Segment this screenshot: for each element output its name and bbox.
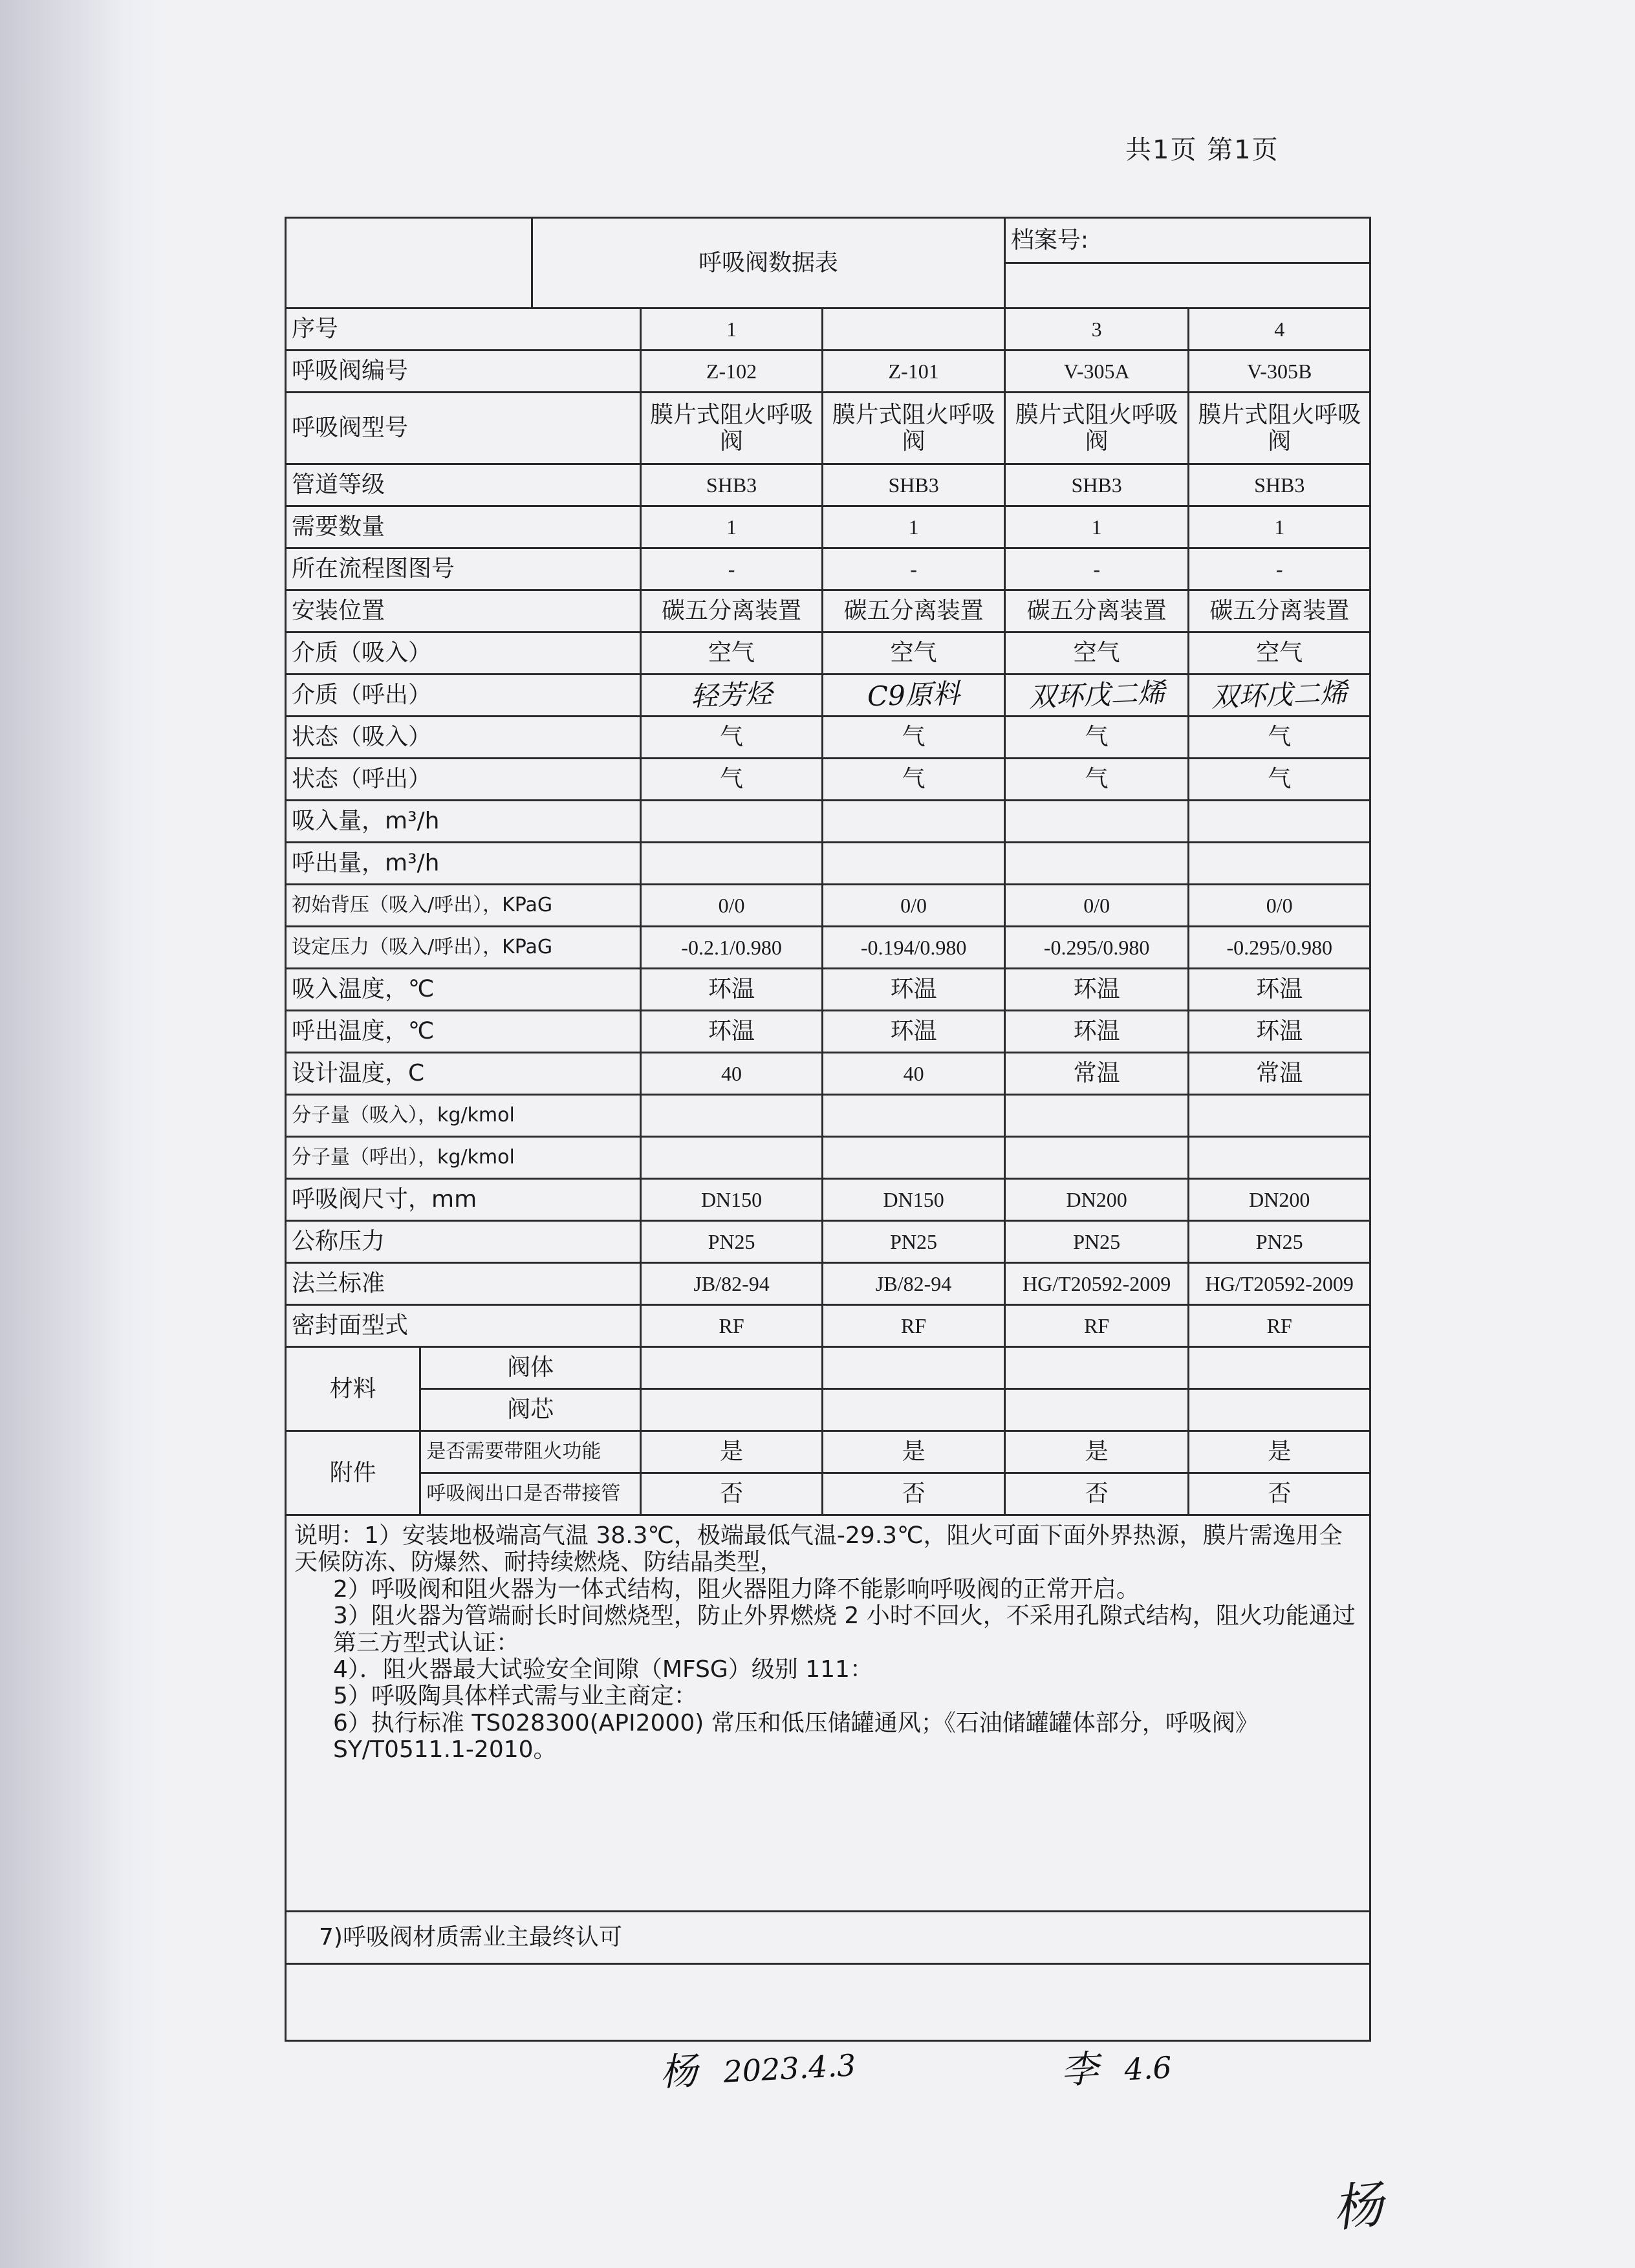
signature-2-date: 4.6 <box>1123 2049 1173 2088</box>
value-cell <box>640 885 823 927</box>
value-cell <box>1189 1053 1370 1095</box>
archive-number-cell <box>1004 263 1370 308</box>
value-cell <box>823 843 1005 885</box>
value-cell <box>1189 1221 1370 1263</box>
initial-mark: 杨 <box>1330 2176 1387 2239</box>
row-label: 管道等级 <box>286 464 641 506</box>
cell-value: - <box>728 557 735 581</box>
cell-value: HG/T20592-2009 <box>1205 1271 1354 1295</box>
note-n5: 5）呼吸陶具体样式需与业主商定： <box>333 1683 697 1710</box>
row-label: 吸入量，m³/h <box>286 801 641 843</box>
value-cell <box>1189 675 1370 717</box>
table-row <box>286 590 1370 632</box>
cell-value: RF <box>901 1313 927 1337</box>
value-cell <box>1004 351 1189 393</box>
cell-value: Z-102 <box>706 359 757 383</box>
cell-value: 环温 <box>1256 1018 1303 1045</box>
value-cell <box>1004 717 1189 759</box>
value-cell <box>640 927 823 969</box>
value-cell: 是 <box>1189 1431 1370 1473</box>
value-cell <box>1004 1221 1189 1263</box>
binding-shadow <box>0 0 168 2268</box>
cell-value: 碳五分离装置 <box>843 598 984 625</box>
table-row <box>286 1347 1370 1389</box>
notes-cell <box>286 1515 1370 1912</box>
value-cell <box>823 506 1005 548</box>
value-cell <box>823 759 1005 801</box>
value-cell <box>1004 308 1189 351</box>
signature-1: 杨 2023.4.3 <box>658 2047 857 2095</box>
table-row <box>286 927 1370 969</box>
cell-value: 40 <box>903 1061 924 1085</box>
value-cell <box>1004 675 1189 717</box>
cell-value: DN150 <box>883 1187 944 1211</box>
value-cell <box>1004 1095 1189 1137</box>
value-cell <box>640 548 823 590</box>
row-label: 需要数量 <box>286 506 641 548</box>
value-cell: 是 <box>1004 1431 1189 1473</box>
cell-value: 1 <box>1091 515 1102 539</box>
notes-row <box>286 1912 1370 1964</box>
value-cell <box>1004 759 1189 801</box>
note-n3: 3）阻火器为管端耐长时间燃烧型，防止外界燃烧 2 小时不回火，不采用孔隙式结构，阻火功能通过第三方型式认证： <box>333 1603 1356 1656</box>
table-row <box>286 1053 1370 1095</box>
value-cell <box>823 885 1005 927</box>
value-cell <box>823 1053 1005 1095</box>
value-cell <box>1189 393 1370 464</box>
table-row <box>286 393 1370 464</box>
cell-value: - <box>1093 557 1100 581</box>
cell-value: C9原料 <box>867 677 960 713</box>
signature-cell <box>286 1964 1370 2041</box>
value-cell <box>823 1095 1005 1137</box>
value-cell <box>640 801 823 843</box>
cell-value: PN25 <box>708 1229 755 1253</box>
breather-valve-datasheet <box>285 217 1371 2042</box>
value-cell <box>640 351 823 393</box>
cell-value: - <box>1275 557 1283 581</box>
row-label: 初始背压（吸入/呼出），KPaG <box>286 885 641 927</box>
value-cell <box>1004 1053 1189 1095</box>
value-cell <box>823 675 1005 717</box>
value-cell <box>640 308 823 351</box>
cell-value: 轻芳烃 <box>690 677 773 713</box>
value-cell <box>823 1179 1005 1221</box>
cell-value: -0.194/0.980 <box>860 935 967 959</box>
cell-value: SHB3 <box>1254 473 1305 497</box>
cell-value: 环温 <box>1073 976 1120 1003</box>
value-cell: 否 <box>640 1473 823 1515</box>
value-cell <box>823 1011 1005 1053</box>
row-label: 公称压力 <box>286 1221 641 1263</box>
note-n2: 2）呼吸阀和阻火器为一体式结构，阻火器阻力降不能影响呼吸阀的正常开启。 <box>333 1575 1140 1603</box>
value-cell <box>1189 506 1370 548</box>
table-row <box>286 1431 1370 1473</box>
table-row <box>286 969 1370 1011</box>
cell-value: Z-101 <box>888 359 939 383</box>
cell-value: JB/82-94 <box>693 1271 770 1295</box>
header-blank-cell <box>286 218 532 308</box>
note-n6: 6）执行标准 TS028300(API2000) 常压和低压储罐通风；《石油储罐罐体部分，呼吸阀》SY/T0511.1-2010。 <box>333 1709 1259 1764</box>
value-cell <box>1189 1095 1370 1137</box>
value-cell <box>1189 590 1370 632</box>
table-row <box>286 632 1370 675</box>
table-row <box>286 1305 1370 1347</box>
value-cell <box>823 351 1005 393</box>
value-cell: 是 <box>823 1431 1005 1473</box>
cell-value: 气 <box>1085 766 1109 793</box>
value-cell <box>640 464 823 506</box>
value-cell <box>823 717 1005 759</box>
valve-core-label: 阀芯 <box>420 1389 640 1431</box>
value-cell <box>640 1305 823 1347</box>
row-label: 介质（呼出） <box>286 675 641 717</box>
table-row <box>286 351 1370 393</box>
cell-value: 气 <box>1268 766 1292 793</box>
value-cell: 是 <box>640 1431 823 1473</box>
cell-value: JB/82-94 <box>875 1271 952 1295</box>
value-cell <box>640 1053 823 1095</box>
value-cell: 否 <box>823 1473 1005 1515</box>
value-cell <box>1189 801 1370 843</box>
cell-value: 1 <box>908 515 919 539</box>
cell-value: V-305A <box>1063 359 1130 383</box>
materials-label: 材料 <box>286 1347 420 1431</box>
value-cell <box>823 393 1005 464</box>
value-cell <box>1004 1263 1189 1305</box>
cell-value: 环温 <box>708 976 755 1003</box>
row-label: 呼吸阀型号 <box>286 393 641 464</box>
value-cell <box>823 464 1005 506</box>
table-row <box>286 801 1370 843</box>
value-cell <box>1004 1179 1189 1221</box>
cell-value: 环温 <box>890 1018 937 1045</box>
value-cell <box>1189 464 1370 506</box>
value-cell <box>823 1263 1005 1305</box>
value-cell <box>640 1389 823 1431</box>
cell-value: 0/0 <box>900 893 927 917</box>
row-label: 设定压力（吸入/呼出），KPaG <box>286 927 641 969</box>
cell-value: 双环戊二烯 <box>1211 676 1348 713</box>
cell-value: 常温 <box>1073 1060 1120 1087</box>
outlet-pipe-label: 呼吸阀出口是否带接管 <box>420 1473 640 1515</box>
document-title: 呼吸阀数据表 <box>532 218 1005 308</box>
value-cell <box>1189 632 1370 675</box>
value-cell <box>823 632 1005 675</box>
value-cell <box>823 308 1005 351</box>
cell-value: 环温 <box>1073 1018 1120 1045</box>
value-cell <box>1189 843 1370 885</box>
row-label: 密封面型式 <box>286 1305 641 1347</box>
value-cell <box>1189 1179 1370 1221</box>
row-label: 分子量（呼出），kg/kmol <box>286 1137 641 1179</box>
cell-value: -0.295/0.980 <box>1043 935 1150 959</box>
cell-value: DN200 <box>1249 1187 1310 1211</box>
row-label: 介质（吸入） <box>286 632 641 675</box>
row-label: 吸入温度，℃ <box>286 969 641 1011</box>
cell-value: 环温 <box>708 1018 755 1045</box>
row-label: 状态（呼出） <box>286 759 641 801</box>
value-cell <box>640 969 823 1011</box>
cell-value: - <box>910 557 917 581</box>
value-cell <box>823 969 1005 1011</box>
value-cell <box>1004 843 1189 885</box>
notes-row <box>286 1515 1370 1912</box>
cell-value: SHB3 <box>888 473 939 497</box>
valve-body-label: 阀体 <box>420 1347 640 1389</box>
value-cell <box>640 717 823 759</box>
value-cell <box>1189 885 1370 927</box>
row-label: 状态（吸入） <box>286 717 641 759</box>
value-cell <box>823 1347 1005 1389</box>
value-cell <box>1004 506 1189 548</box>
cell-value: 碳五分离装置 <box>1209 598 1350 625</box>
value-cell <box>1004 1347 1189 1389</box>
value-cell <box>640 506 823 548</box>
row-label: 呼出量，m³/h <box>286 843 641 885</box>
value-cell <box>1004 885 1189 927</box>
cell-value: HG/T20592-2009 <box>1022 1271 1171 1295</box>
value-cell <box>1189 308 1370 351</box>
value-cell <box>640 1095 823 1137</box>
table-row <box>286 1389 1370 1431</box>
table-row <box>286 675 1370 717</box>
cell-value: 气 <box>720 724 744 751</box>
row-label: 法兰标准 <box>286 1263 641 1305</box>
row-label: 呼吸阀编号 <box>286 351 641 393</box>
cell-value: 40 <box>721 1061 742 1085</box>
cell-value: 空气 <box>890 640 937 667</box>
table-row <box>286 885 1370 927</box>
table-row <box>286 1095 1370 1137</box>
cell-value: 碳五分离装置 <box>1026 598 1167 625</box>
cell-value: RF <box>719 1313 744 1337</box>
value-cell <box>823 1389 1005 1431</box>
cell-value: V-305B <box>1247 359 1312 383</box>
value-cell <box>640 1137 823 1179</box>
value-cell <box>640 1179 823 1221</box>
value-cell <box>1004 1011 1189 1053</box>
cell-value: 3 <box>1091 317 1102 341</box>
value-cell <box>1189 717 1370 759</box>
cell-value: -0.295/0.980 <box>1226 935 1332 959</box>
value-cell <box>1004 969 1189 1011</box>
table-row <box>286 759 1370 801</box>
value-cell <box>1189 548 1370 590</box>
value-cell <box>1189 927 1370 969</box>
cell-value: 空气 <box>708 640 755 667</box>
value-cell <box>1189 1137 1370 1179</box>
value-cell <box>640 632 823 675</box>
row-label: 呼出温度，℃ <box>286 1011 641 1053</box>
value-cell <box>1189 1011 1370 1053</box>
value-cell <box>1189 1389 1370 1431</box>
value-cell <box>640 1347 823 1389</box>
cell-value: 1 <box>726 317 737 341</box>
value-cell <box>1189 1347 1370 1389</box>
cell-value: 0/0 <box>718 893 745 917</box>
value-cell <box>640 1221 823 1263</box>
value-cell <box>1189 759 1370 801</box>
value-cell <box>1004 1137 1189 1179</box>
value-cell <box>823 1221 1005 1263</box>
table-row <box>286 1473 1370 1515</box>
row-label: 安装位置 <box>286 590 641 632</box>
value-cell <box>1004 393 1189 464</box>
cell-value: 气 <box>902 724 926 751</box>
table-row <box>286 548 1370 590</box>
cell-value: 空气 <box>1073 640 1120 667</box>
cell-value: DN150 <box>700 1187 763 1211</box>
cell-value: 1 <box>726 515 737 539</box>
value-cell <box>1004 1389 1189 1431</box>
cell-value: 气 <box>720 766 744 793</box>
value-cell <box>640 843 823 885</box>
row-label: 呼吸阀尺寸，mm <box>286 1179 641 1221</box>
value-cell <box>1004 590 1189 632</box>
accessories-label: 附件 <box>286 1431 420 1515</box>
archive-label: 档案号: <box>1004 218 1370 263</box>
cell-value: SHB3 <box>1071 473 1122 497</box>
note-n1: 说明：1）安装地极端高气温 38.3℃，极端最低气温-29.3℃，阻火可面下面外界热源，膜片需逸用全天候防冻、防爆然、耐持续燃烧、防结晶类型， <box>294 1522 1343 1576</box>
cell-value: 0/0 <box>1083 893 1110 917</box>
cell-value: 膜片式阻火呼吸阀 <box>1015 401 1178 455</box>
cell-value: 0/0 <box>1266 893 1293 917</box>
note-n7: 7)呼吸阀材质需业主最终认可 <box>286 1912 1370 1964</box>
cell-value: 膜片式阻火呼吸阀 <box>832 401 995 455</box>
value-cell <box>1004 801 1189 843</box>
row-label: 序号 <box>286 308 641 351</box>
value-cell <box>1189 1263 1370 1305</box>
cell-value: 气 <box>1085 724 1109 751</box>
value-cell <box>1189 969 1370 1011</box>
value-cell <box>1004 632 1189 675</box>
table-row <box>286 843 1370 885</box>
cell-value: 环温 <box>1256 976 1303 1003</box>
value-cell <box>823 927 1005 969</box>
cell-value: PN25 <box>1073 1229 1121 1253</box>
value-cell <box>1004 548 1189 590</box>
cell-value: 膜片式阻火呼吸阀 <box>650 401 814 455</box>
cell-value: 碳五分离装置 <box>662 598 802 625</box>
value-cell <box>1004 1305 1189 1347</box>
cell-value: 气 <box>902 766 926 793</box>
value-cell <box>823 1305 1005 1347</box>
cell-value: PN25 <box>890 1229 938 1253</box>
table-row <box>286 1221 1370 1263</box>
table-row <box>286 308 1370 351</box>
cell-value: 气 <box>1268 724 1292 751</box>
cell-value: 4 <box>1274 317 1285 341</box>
signature-2: 李 4.6 <box>1059 2046 1173 2093</box>
cell-value: RF <box>1084 1313 1110 1337</box>
value-cell <box>640 393 823 464</box>
cell-value: -0.2.1/0.980 <box>681 935 782 959</box>
cell-value: 1 <box>1274 515 1285 539</box>
cell-value: PN25 <box>1255 1229 1303 1253</box>
table-row <box>286 717 1370 759</box>
value-cell <box>1189 1305 1370 1347</box>
value-cell <box>640 675 823 717</box>
cell-value: 双环戊二烯 <box>1028 676 1165 713</box>
value-cell <box>823 590 1005 632</box>
row-label: 所在流程图图号 <box>286 548 641 590</box>
table-row <box>286 1263 1370 1305</box>
row-label: 设计温度，C <box>286 1053 641 1095</box>
cell-value: RF <box>1266 1313 1292 1337</box>
table-row <box>286 1011 1370 1053</box>
signature-1-date: 2023.4.3 <box>722 2047 857 2090</box>
page-counter: 共1页 第1页 <box>1125 135 1279 165</box>
value-cell <box>1004 464 1189 506</box>
table-row <box>286 1179 1370 1221</box>
cell-value: 膜片式阻火呼吸阀 <box>1198 401 1361 455</box>
value-cell <box>823 1137 1005 1179</box>
cell-value: DN200 <box>1066 1187 1127 1211</box>
cell-value: 常温 <box>1256 1060 1303 1087</box>
value-cell <box>1189 351 1370 393</box>
table-row <box>286 1137 1370 1179</box>
value-cell <box>640 1263 823 1305</box>
value-cell <box>640 590 823 632</box>
cell-value: 空气 <box>1256 640 1303 667</box>
flame-arrestor-label: 是否需要带阻火功能 <box>420 1431 640 1473</box>
value-cell <box>1004 927 1189 969</box>
value-cell <box>823 801 1005 843</box>
value-cell <box>823 548 1005 590</box>
value-cell: 否 <box>1004 1473 1189 1515</box>
value-cell <box>640 759 823 801</box>
table-row <box>286 506 1370 548</box>
table-row <box>286 464 1370 506</box>
cell-value: 环温 <box>890 976 937 1003</box>
note-n4: 4）．阻火器最大试验安全间隙（MFSG）级别 111： <box>333 1656 873 1683</box>
row-label: 分子量（吸入），kg/kmol <box>286 1095 641 1137</box>
value-cell <box>640 1011 823 1053</box>
value-cell: 否 <box>1189 1473 1370 1515</box>
signature-row <box>286 1964 1370 2041</box>
cell-value: SHB3 <box>706 473 757 497</box>
